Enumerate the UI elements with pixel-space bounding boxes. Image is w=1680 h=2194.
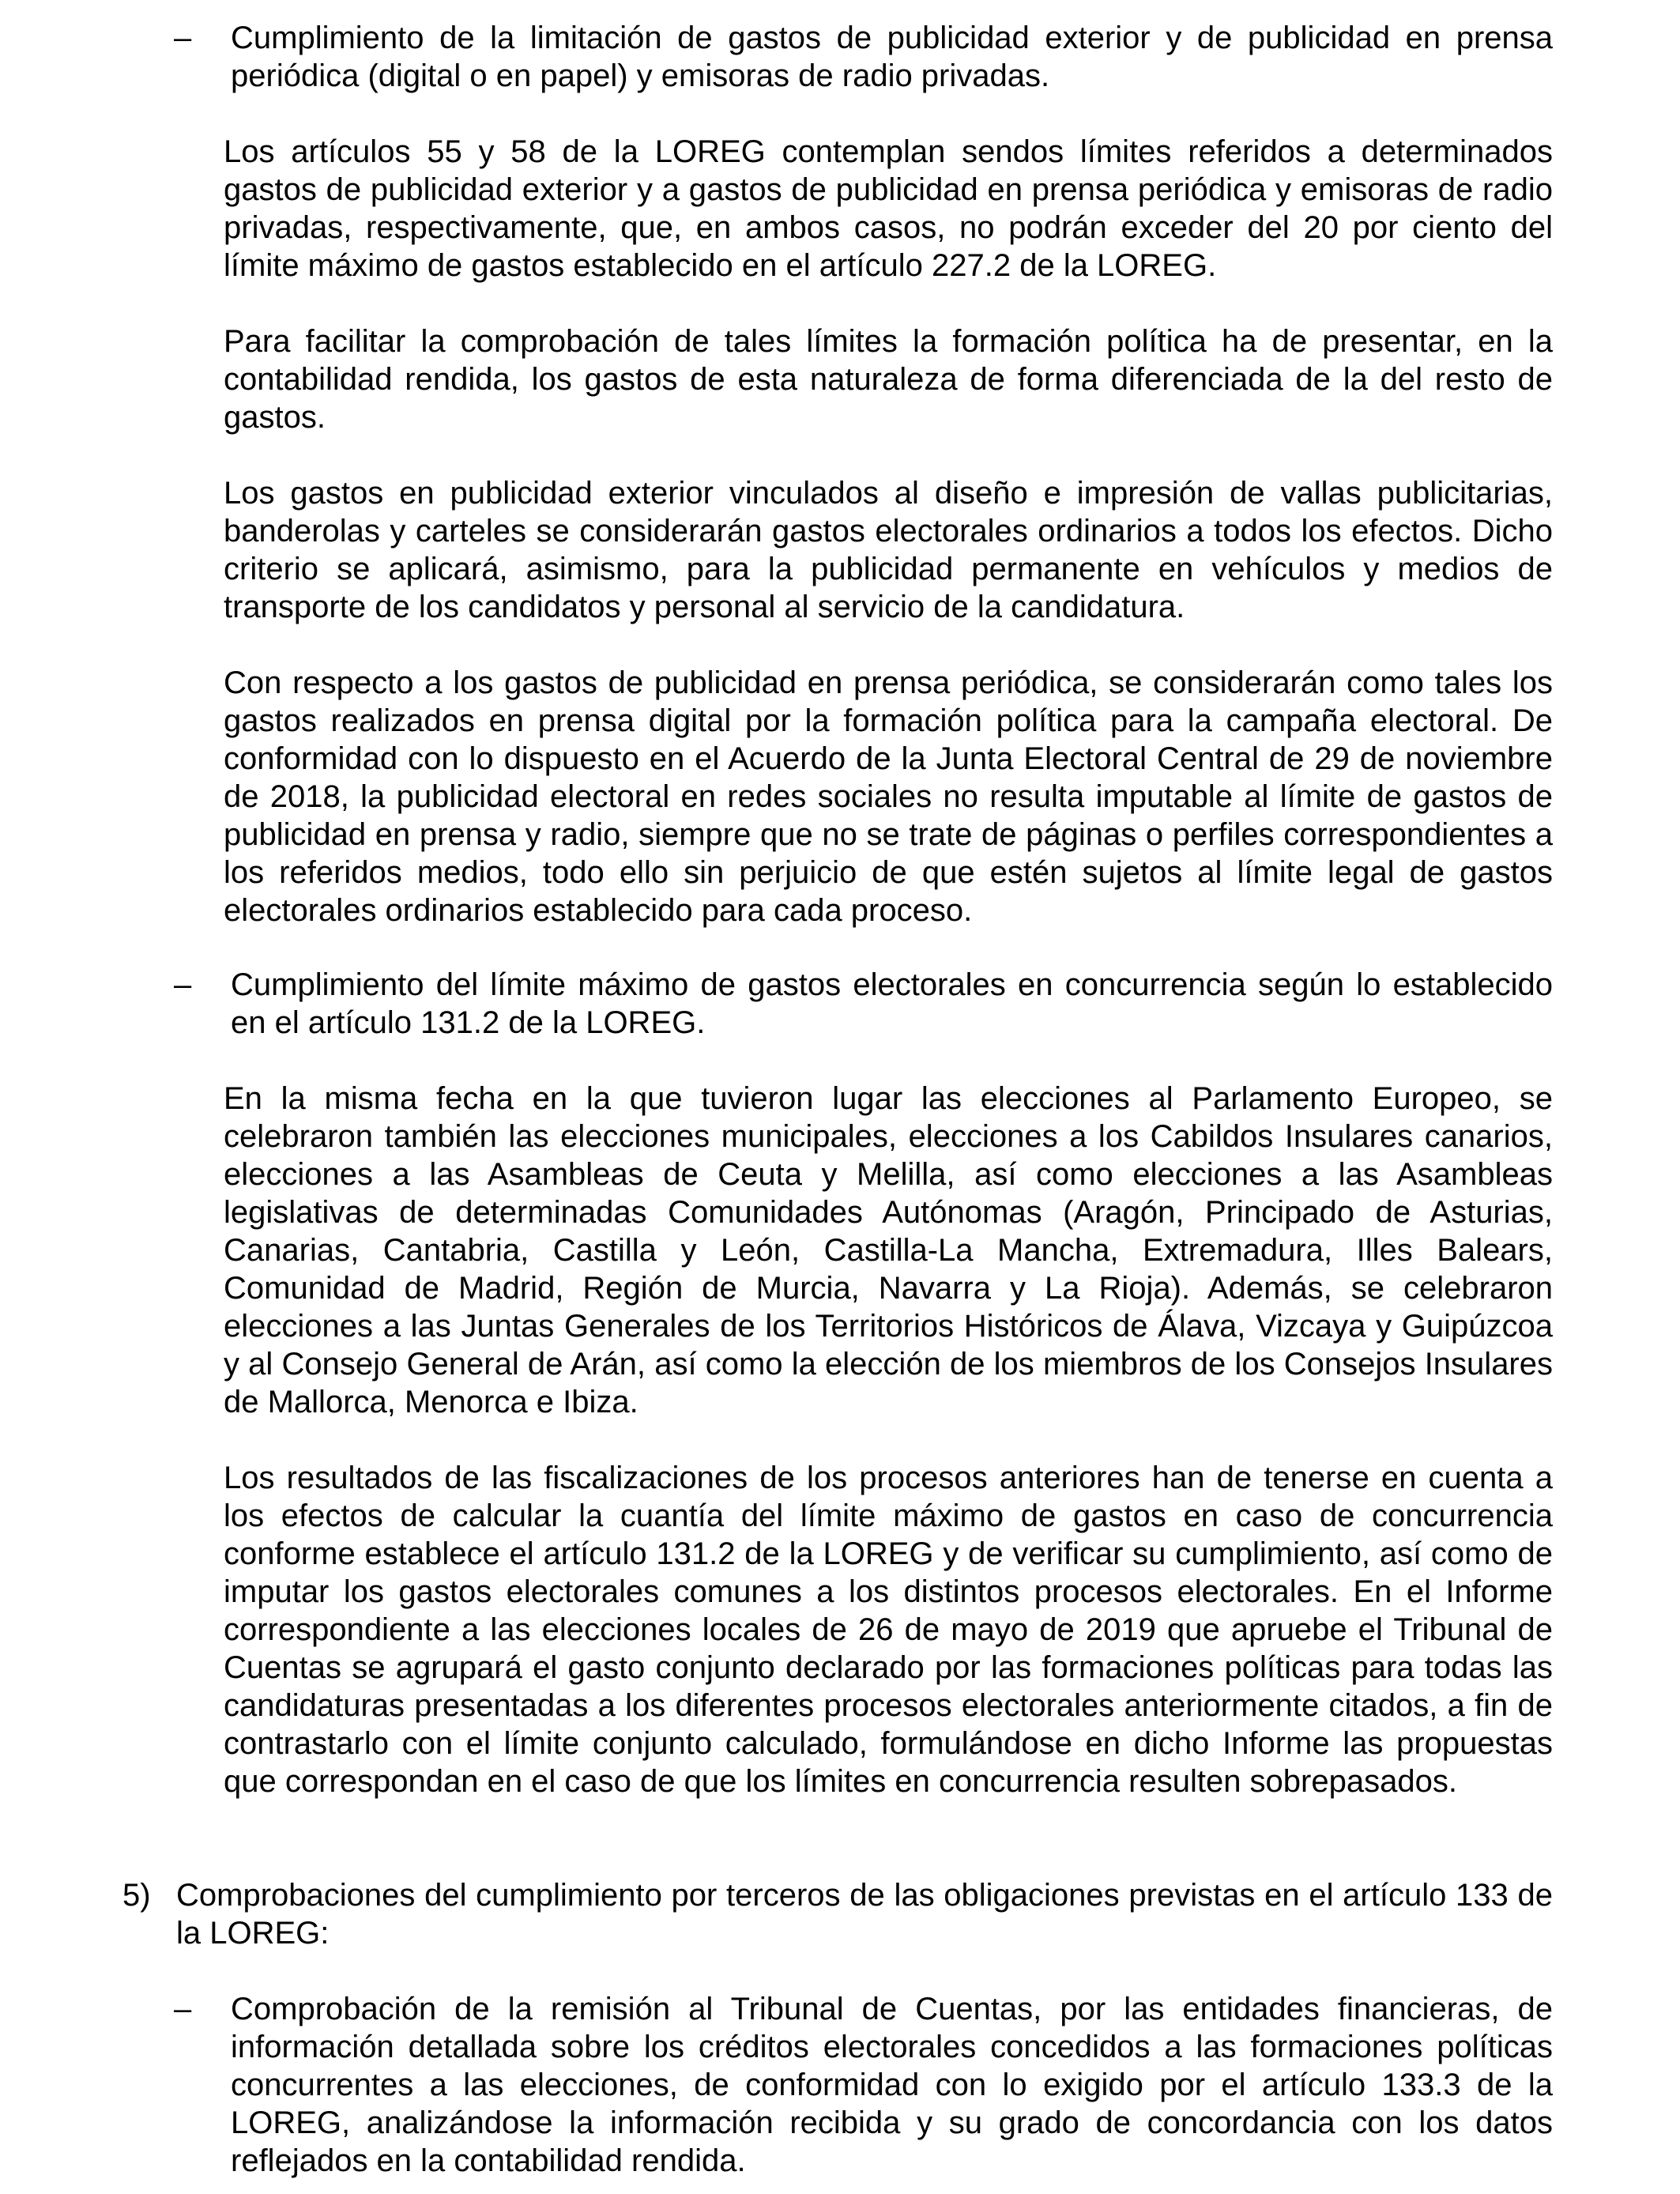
dash-marker: – — [174, 1992, 192, 2026]
paragraph: En la misma fecha en la que tuvieron lugar las elecciones al Parlamento Europeo, se celebraron también las elecciones municipales, elecciones a los Cabildos Insulares canarios, elecciones a las Asambleas de Ceuta y Melilla, así como elecciones a las Asambleas legislativas de determinadas Comunidades Autónomas (Aragón, Principado de Asturias, Canarias, Cantabria, Castilla y León, Castilla-La Mancha, Extremadura, Illes Balears, Comunidad de Madrid, Región de Murcia, Navarra y La Rioja). Además, se celebraron elecciones a las Juntas Generales de los Territorios Históricos de Álava, Vizcaya y Guipúzcoa y al Consejo General de Arán, así como la elección de los miembros de los Consejos Insulares de Mallorca, Menorca e Ibiza. — [224, 1081, 1553, 1419]
list-item-text: Cumplimiento de la limitación de gastos de publicidad exterior y de publicidad en prensa periódica (digital o en papel) y emisoras de radio privadas. — [231, 21, 1553, 93]
list-item-text: Cumplimiento del límite máximo de gastos electorales en concurrencia según lo establecido en el artículo 131.2 de la LOREG. — [231, 967, 1553, 1040]
dash-marker: – — [174, 967, 192, 1002]
paragraph: Los artículos 55 y 58 de la LOREG contemplan sendos límites referidos a determinados gastos de publicidad exterior y a gastos de publicidad en prensa periódica y emisoras de radio privadas, respectivamente, que, en ambos casos, no podrán exceder del 20 por ciento del límite máximo de gastos establecido en el artículo 227.2 de la LOREG. — [224, 134, 1553, 283]
paragraph: Los resultados de las fiscalizaciones de los procesos anteriores han de tenerse en cuenta a los efectos de calcular la cuantía del límite máximo de gastos en caso de concurrencia conforme establece el artículo 131.2 de la LOREG y de verificar su cumplimiento, así como de imputar los gastos electorales comunes a los distintos procesos electorales. En el Informe correspondiente a las elecciones locales de 26 de mayo de 2019 que apruebe el Tribunal de Cuentas se agrupará el gasto conjunto declarado por las formaciones políticas para todas las candidaturas presentadas a los diferentes procesos electorales anteriormente citados, a fin de contrastarlo con el límite conjunto calculado, formulándose en dicho Informe las propuestas que correspondan en el caso de que los límites en concurrencia resulten sobrepasados. — [224, 1461, 1553, 1799]
list-item-text: Comprobación de la remisión al Tribunal de Cuentas, por las entidades financieras, de información detallada sobre los créditos electorales concedidos a las formaciones políticas concurrentes a las elecciones, de conformidad con lo exigido por el artículo 133.3 de la LOREG, analizándose la información recibida y su grado de concordancia con los datos reflejados en la contabilidad rendida. — [231, 1992, 1553, 2178]
section-number: 5) — [122, 1878, 151, 1913]
paragraph: Para facilitar la comprobación de tales límites la formación política ha de presentar, en la contabilidad rendida, los gastos de esta naturaleza de forma diferenciada de la del resto de gastos. — [224, 324, 1553, 435]
dash-marker: – — [174, 21, 192, 55]
paragraph: Con respecto a los gastos de publicidad en prensa periódica, se considerarán como tales los gastos realizados en prensa digital por la formación política para la campaña electoral. De conformidad con lo dispuesto en el Acuerdo de la Junta Electoral Central de 29 de noviembre de 2018, la publicidad electoral en redes sociales no resulta imputable al límite de gastos de publicidad en prensa y radio, siempre que no se trate de páginas o perfiles correspondientes a los referidos medios, todo ello sin perjuicio de que estén sujetos al límite legal de gastos electorales ordinarios establecido para cada proceso. — [224, 665, 1553, 928]
paragraph: Los gastos en publicidad exterior vinculados al diseño e impresión de vallas publicitarias, banderolas y carteles se considerarán gastos electorales ordinarios a todos los efectos. Dicho criterio se aplicará, asimismo, para la publicidad permanente en vehículos y medios de transporte de los candidatos y personal al servicio de la candidatura. — [224, 476, 1553, 624]
section-text: Comprobaciones del cumplimiento por terceros de las obligaciones previstas en el artículo 133 de la LOREG: — [176, 1878, 1553, 1951]
